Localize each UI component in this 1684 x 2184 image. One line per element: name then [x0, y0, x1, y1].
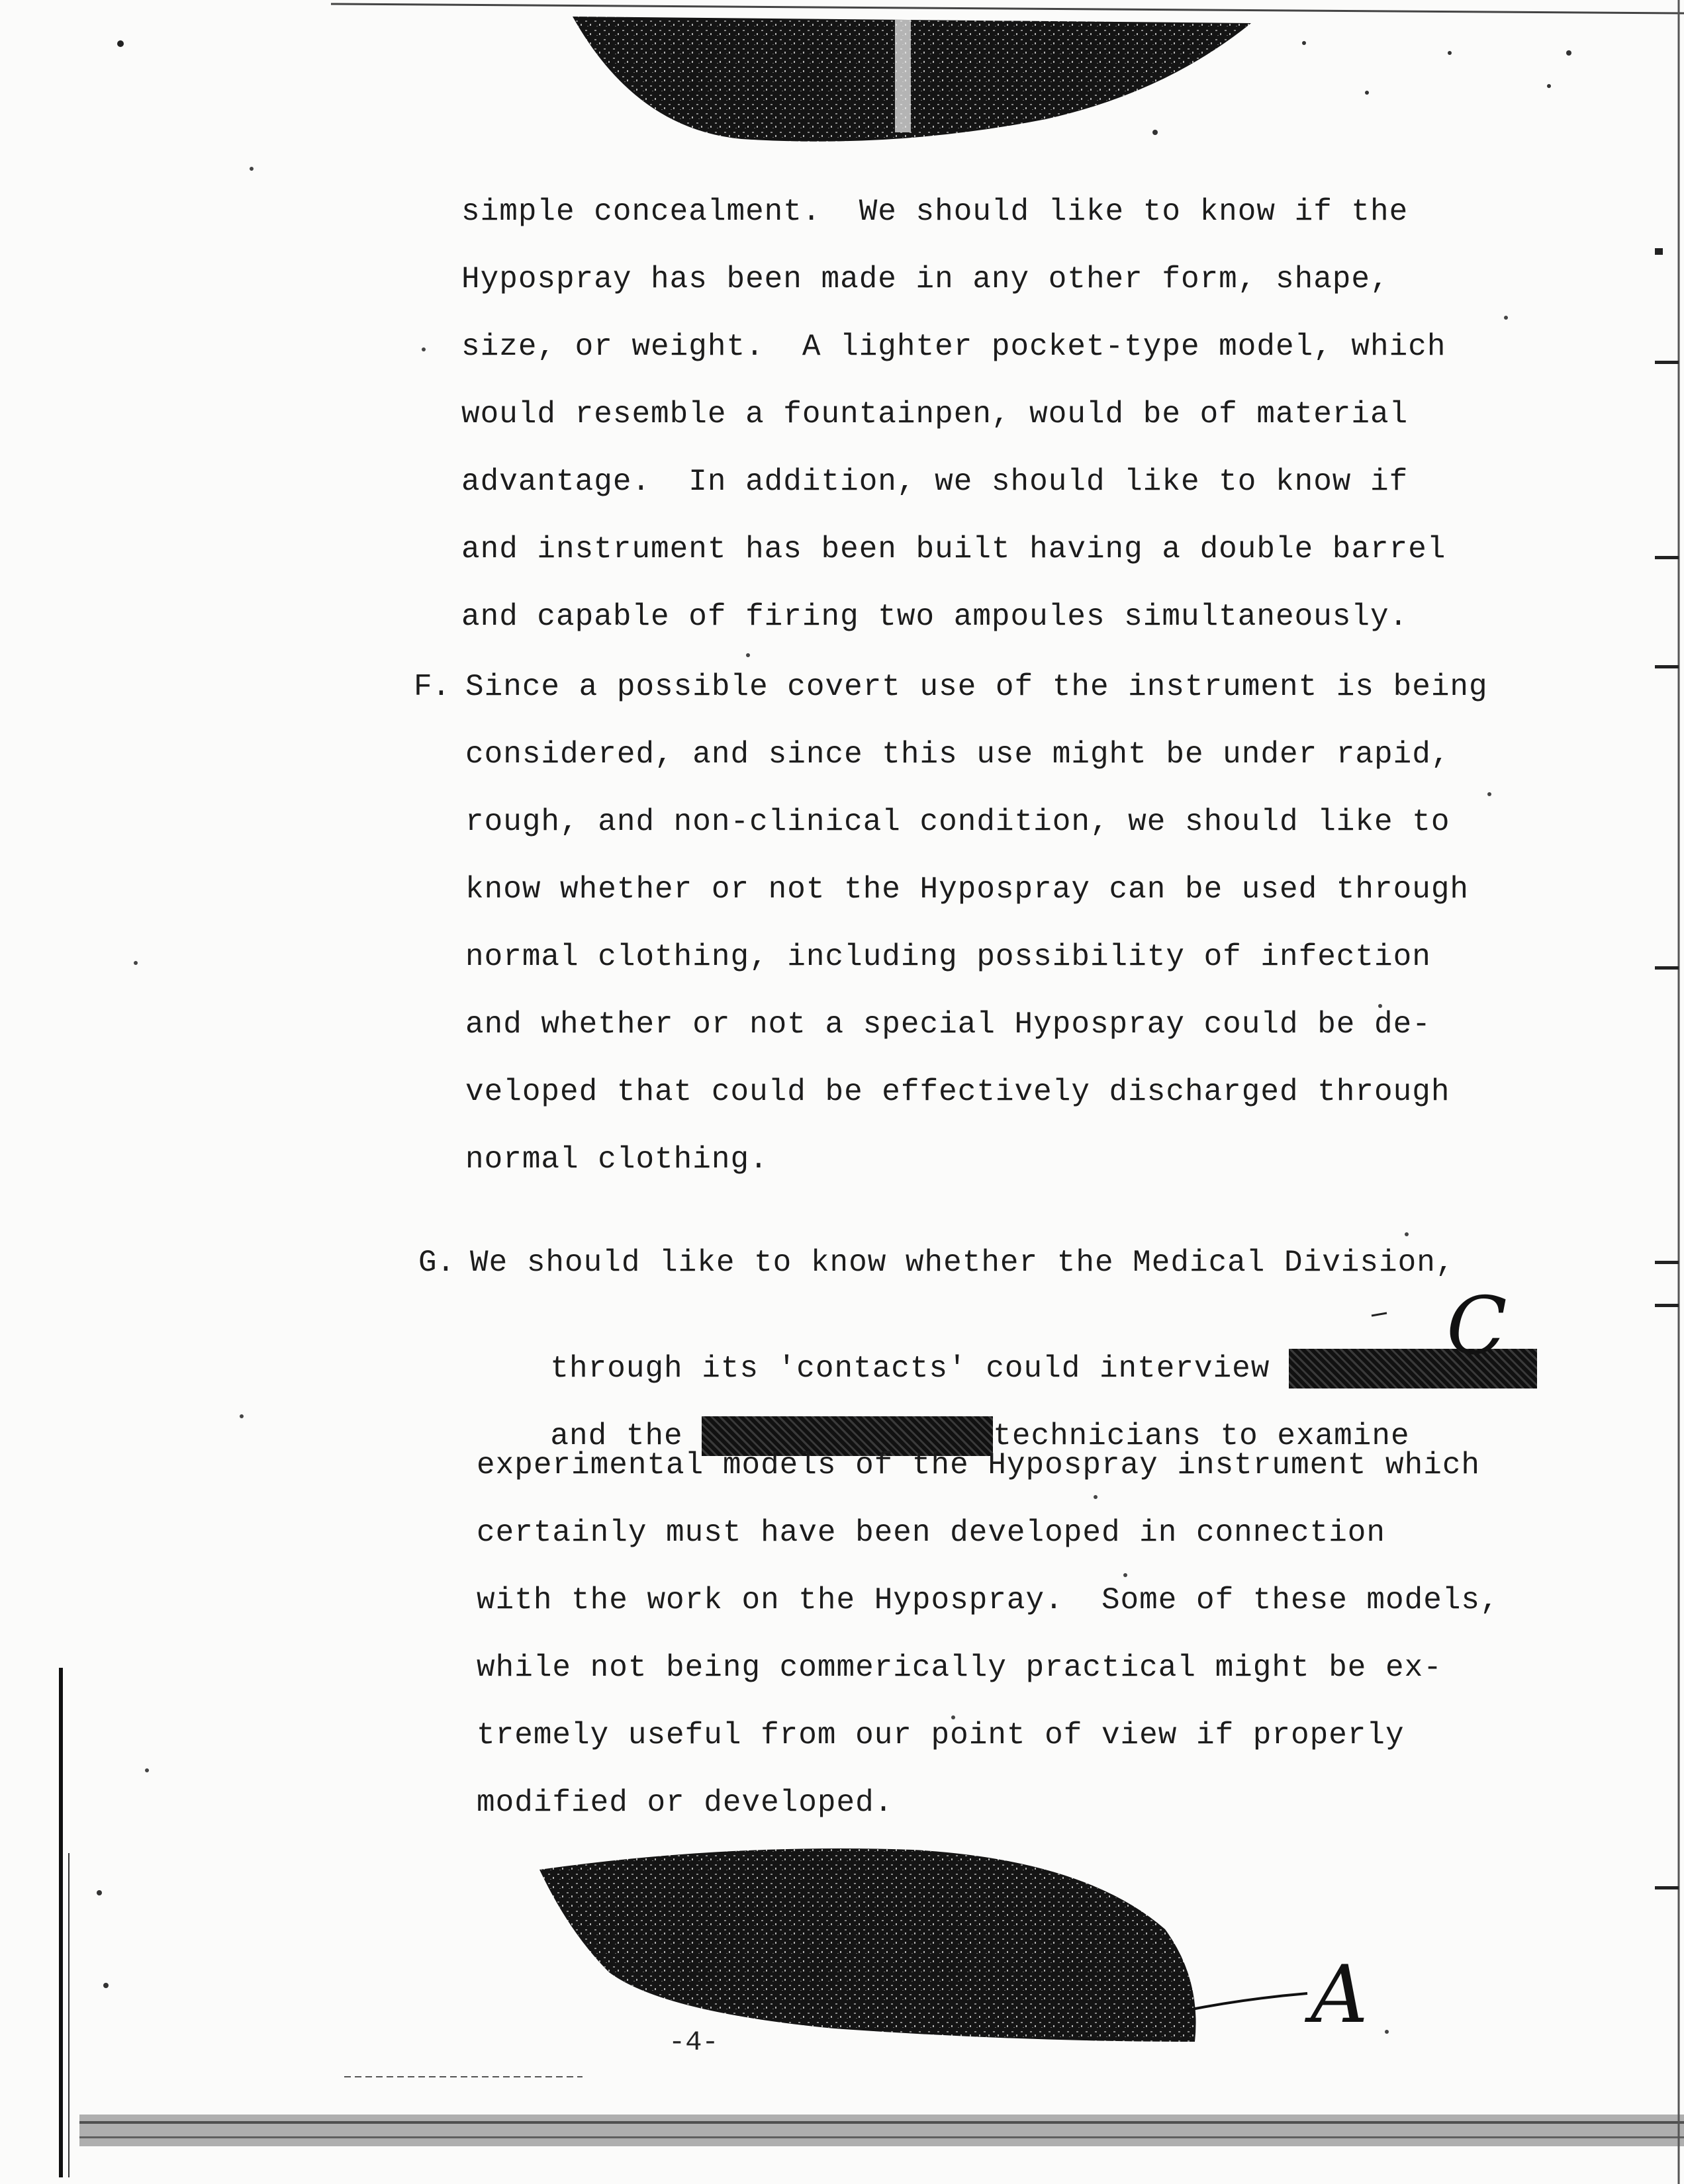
- item-f-line: normal clothing.: [465, 1142, 769, 1177]
- body-line: and instrument has been built having a double barrel: [461, 532, 1446, 567]
- bottom-redaction-blob: [539, 1848, 1196, 2042]
- item-g-line: tremely useful from our point of view if properly: [477, 1718, 1405, 1752]
- edge-tick: [1655, 1886, 1679, 1889]
- item-g-line: certainly must have been developed in connection: [477, 1516, 1386, 1550]
- top-redaction-blob: [573, 17, 1251, 142]
- body-line: advantage. In addition, we should like to know if: [461, 465, 1409, 499]
- item-g-line: while not being commerically practical might be ex-: [477, 1651, 1442, 1685]
- top-border-line: [331, 4, 1684, 13]
- edge-tick: [1655, 248, 1663, 255]
- item-f-line: veloped that could be effectively discharged through: [465, 1075, 1450, 1109]
- item-g-line-text: through its 'contacts' could interview: [550, 1351, 1289, 1387]
- body-line: size, or weight. A lighter pocket-type model, which: [461, 330, 1446, 364]
- edge-tick: [1655, 556, 1679, 559]
- edge-tick: [1655, 361, 1679, 364]
- item-g-line: modified or developed.: [477, 1786, 894, 1820]
- item-f-line: know whether or not the Hypospray can be used through: [465, 872, 1470, 907]
- edge-tick: [1655, 665, 1679, 668]
- item-f-marker: F.: [414, 670, 451, 704]
- item-g-line-text: and the: [550, 1419, 702, 1454]
- edge-tick: [1655, 1304, 1679, 1307]
- body-line: simple concealment. We should like to know if the: [461, 195, 1409, 229]
- edge-tick: [1655, 966, 1679, 970]
- item-f-line: considered, and since this use might be under rapid,: [465, 737, 1450, 772]
- bottom-annotation-stroke: [1185, 1993, 1307, 2011]
- margin-annotation-c: C: [1446, 1281, 1507, 1373]
- item-g-marker: G.: [418, 1246, 455, 1280]
- page-number: -4-: [669, 2026, 719, 2058]
- item-g-line: experimental models of the Hypospray instrument which: [477, 1448, 1481, 1482]
- body-line: would resemble a fountainpen, would be of material: [461, 397, 1409, 432]
- body-line: Hypospray has been made in any other form, shape,: [461, 262, 1389, 296]
- item-g-line: with the work on the Hypospray. Some of these models,: [477, 1583, 1499, 1617]
- item-f-line: Since a possible covert use of the instrument is being: [465, 670, 1488, 704]
- item-g-line-text: technicians to examine: [993, 1419, 1410, 1454]
- body-line: and capable of firing two ampoules simultaneously.: [461, 600, 1409, 634]
- item-f-line: normal clothing, including possibility of infection: [465, 940, 1431, 974]
- margin-annotation-a: A: [1311, 1949, 1368, 2041]
- item-f-line: and whether or not a special Hypospray could be de-: [465, 1007, 1431, 1042]
- bottom-noise-band: [79, 2115, 1684, 2146]
- edge-tick: [1655, 1261, 1679, 1264]
- top-blob-fold: [895, 20, 911, 132]
- item-g-line: We should like to know whether the Medical Division,: [470, 1246, 1455, 1280]
- item-f-line: rough, and non-clinical condition, we should like to: [465, 805, 1450, 839]
